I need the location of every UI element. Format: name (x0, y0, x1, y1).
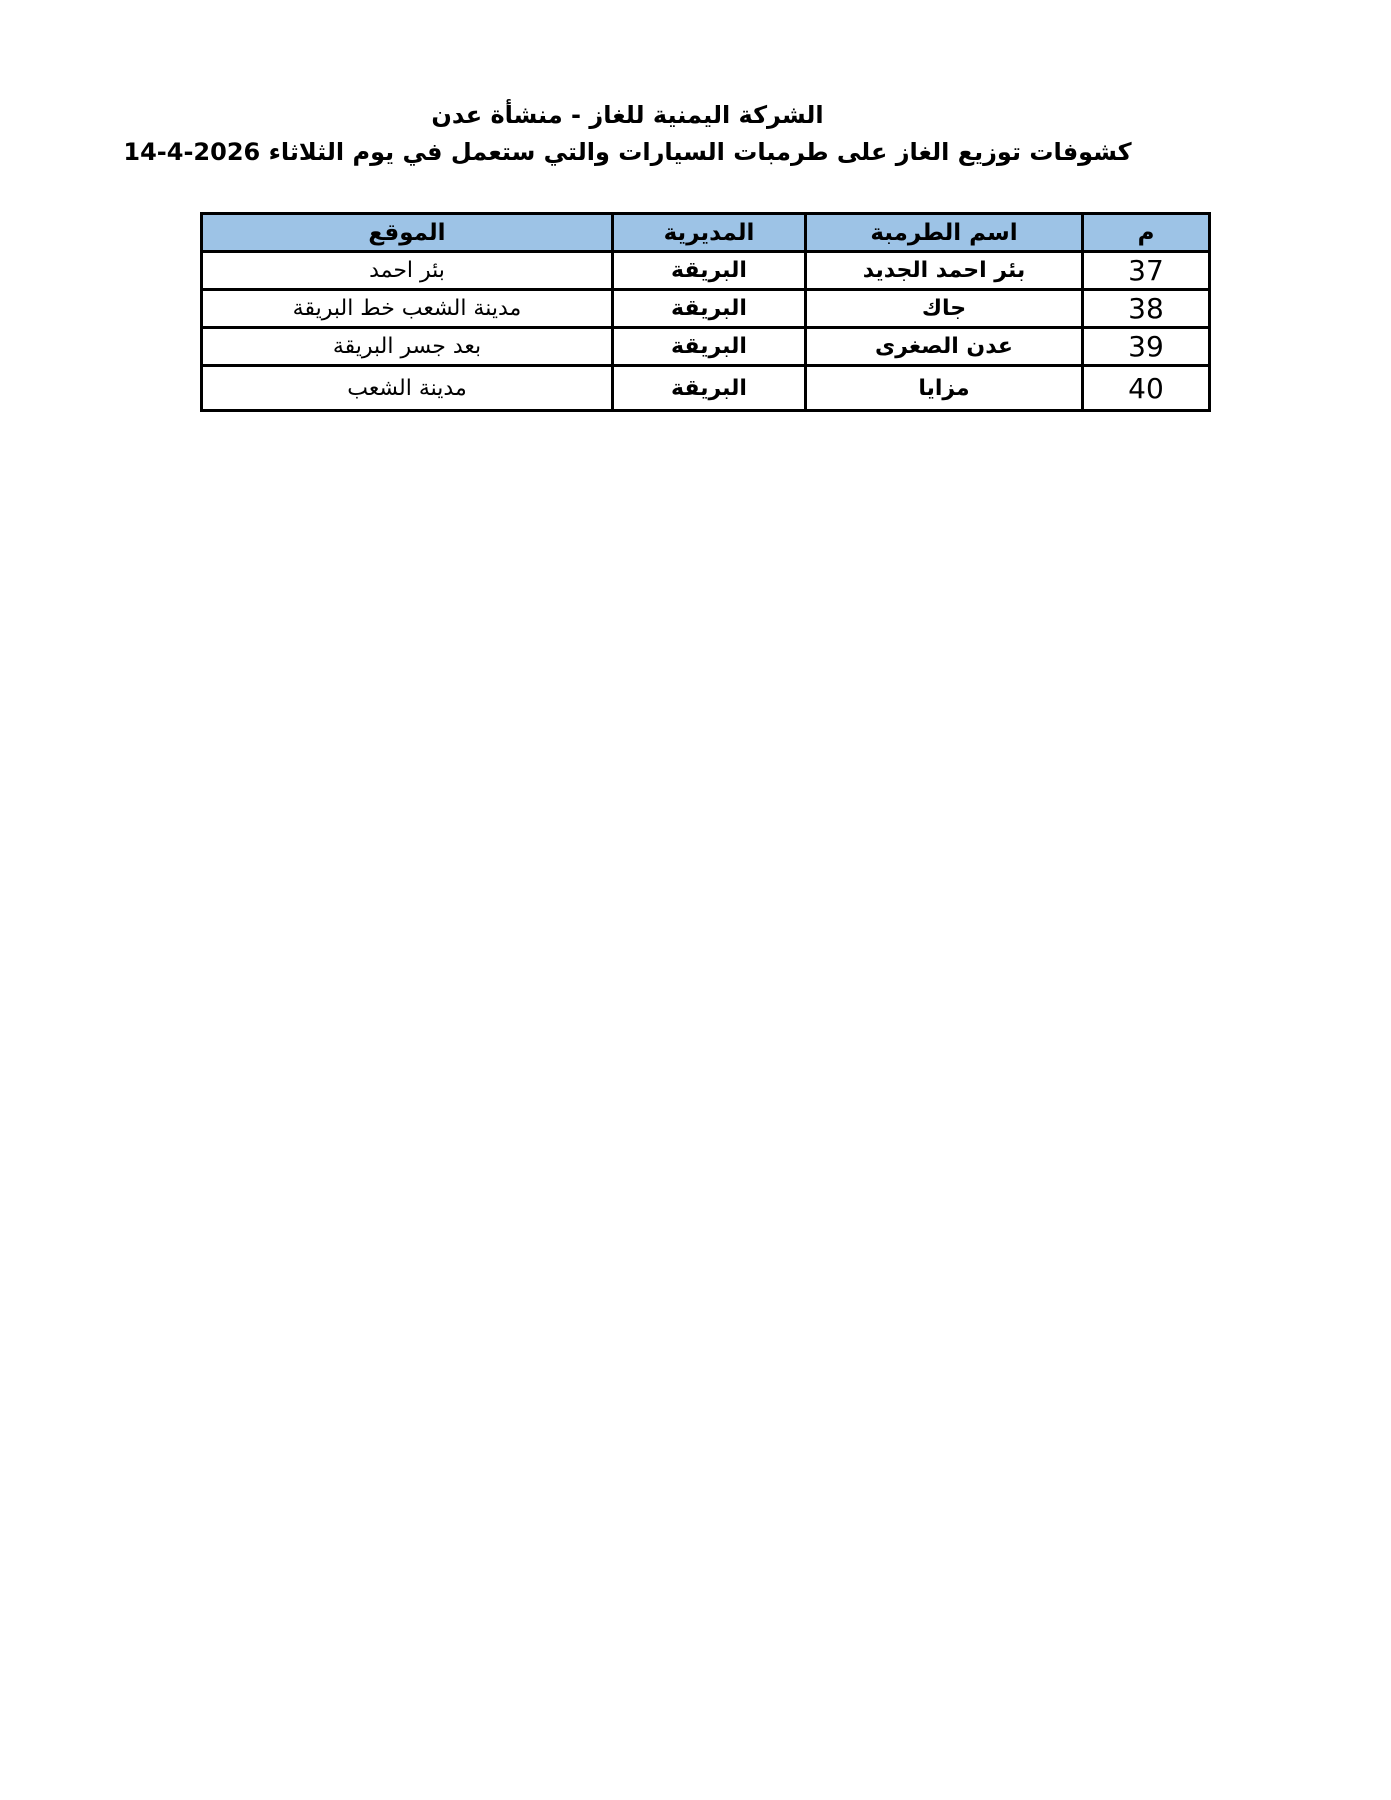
document-header (40, 97, 1215, 171)
gas-distribution-table (200, 212, 1211, 412)
company-title: الشركة اليمنية للغاز - منشأة عدن (431, 101, 824, 129)
cell-location: مدينة الشعب خط البريقة (202, 290, 613, 328)
cell-num: 39 (1083, 328, 1210, 366)
table-row (202, 328, 1210, 366)
cell-district: البريقة (613, 290, 806, 328)
table-body (202, 252, 1210, 411)
header-location: الموقع (202, 214, 613, 252)
cell-pump: مزايا (806, 366, 1083, 411)
cell-location: بعد جسر البريقة (202, 328, 613, 366)
sheet-title: كشوفات توزيع الغاز على طرمبات السيارات والتي ستعمل في يوم الثلاثاء 2026-4-14 (123, 138, 1132, 166)
cell-num: 40 (1083, 366, 1210, 411)
cell-location: بئر احمد (202, 252, 613, 290)
cell-district: البريقة (613, 366, 806, 411)
cell-num: 38 (1083, 290, 1210, 328)
cell-district: البريقة (613, 252, 806, 290)
header-district: المديرية (613, 214, 806, 252)
cell-pump: جاك (806, 290, 1083, 328)
header-pump-name: اسم الطرمبة (806, 214, 1083, 252)
table-row (202, 290, 1210, 328)
cell-num: 37 (1083, 252, 1210, 290)
table-header-row (202, 214, 1210, 252)
cell-pump: عدن الصغرى (806, 328, 1083, 366)
header-number: م (1083, 214, 1210, 252)
table-row (202, 366, 1210, 411)
cell-district: البريقة (613, 328, 806, 366)
table-row (202, 252, 1210, 290)
cell-pump: بئر احمد الجديد (806, 252, 1083, 290)
cell-location: مدينة الشعب (202, 366, 613, 411)
